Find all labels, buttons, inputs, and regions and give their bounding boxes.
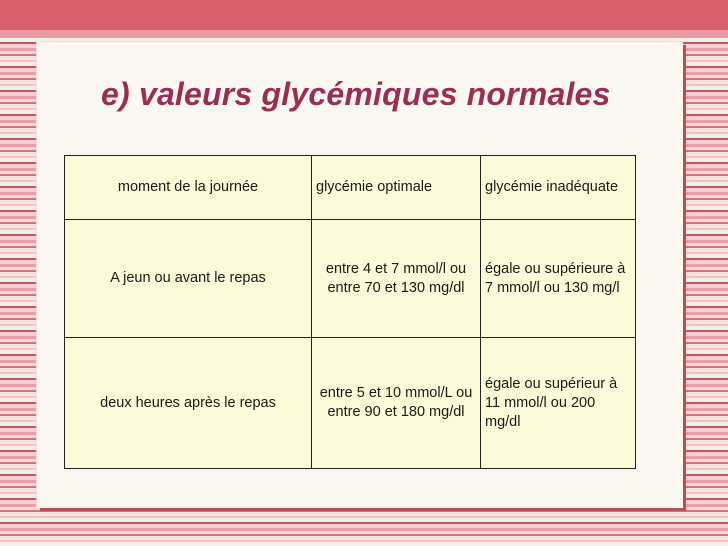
- cell-inadequate: égale ou supérieure à 7 mmol/l ou 130 mg/l: [481, 220, 636, 338]
- header-inadequate: glycémie inadéquate: [481, 156, 636, 220]
- cell-inadequate: égale ou supérieur à 11 mmol/l ou 200 mg/dl: [481, 338, 636, 469]
- table-row: [65, 338, 636, 469]
- cell-optimal: entre 5 et 10 mmol/L ou entre 90 et 180 mg/dl: [312, 338, 481, 469]
- header-moment: moment de la journée: [65, 156, 312, 220]
- table-row: [65, 220, 636, 338]
- glycemic-values-table: [64, 155, 636, 469]
- slide-title: e) valeurs glycémiques normales: [101, 76, 611, 112]
- decorative-top-bar-shade: [0, 30, 728, 38]
- cell-moment: deux heures après le repas: [65, 338, 312, 469]
- header-optimal: glycémie optimale: [312, 156, 481, 220]
- table-header-row: [65, 156, 636, 220]
- cell-optimal: entre 4 et 7 mmol/l ou entre 70 et 130 mg/dl: [312, 220, 481, 338]
- cell-moment: A jeun ou avant le repas: [65, 220, 312, 338]
